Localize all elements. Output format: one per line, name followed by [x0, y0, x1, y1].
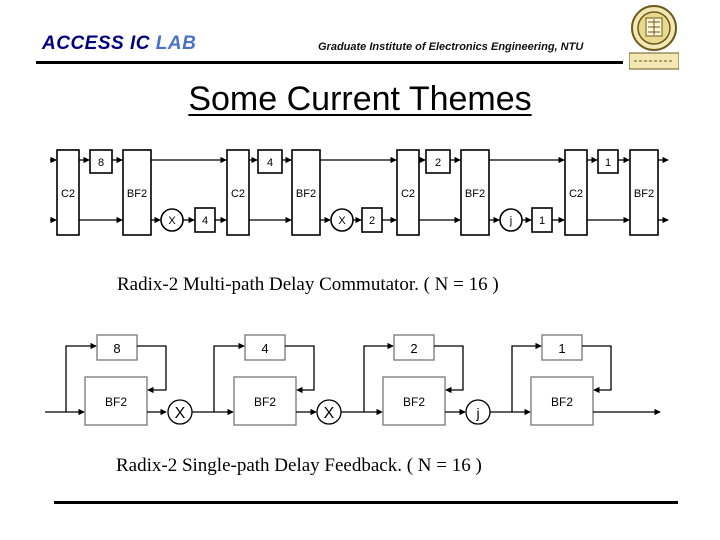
butterfly-label: BF2 — [402, 395, 426, 409]
mdc-caption: Radix-2 Multi-path Delay Commutator. ( N = 16 ) — [117, 274, 499, 295]
butterfly-label: BF2 — [126, 188, 148, 200]
delay-label: 4 — [201, 215, 209, 227]
delay-label: 1 — [538, 215, 546, 227]
butterfly-label: BF2 — [104, 395, 128, 409]
butterfly-label: BF2 — [464, 188, 486, 200]
butterfly-label: BF2 — [550, 395, 574, 409]
sdf-caption: Radix-2 Single-path Delay Feedback. ( N = 16 ) — [116, 455, 482, 476]
commutator-label: C2 — [230, 188, 246, 200]
twiddle-multiplier-label: X — [323, 405, 335, 422]
delay-label: 2 — [410, 341, 418, 356]
delay-label: 4 — [266, 157, 274, 169]
twiddle-multiplier-label: j — [476, 405, 480, 421]
institute-name: Graduate Institute of Electronics Engineering, NTU — [318, 41, 584, 53]
commutator-label: C2 — [60, 188, 76, 200]
delay-label: 2 — [368, 215, 376, 227]
twiddle-multiplier-label: X — [174, 405, 186, 422]
lab-title: ACCESS IC LAB — [42, 33, 197, 54]
delay-label: 1 — [558, 341, 566, 356]
twiddle-multiplier-label: j — [509, 215, 513, 227]
delay-label: 2 — [434, 157, 442, 169]
delay-label: 8 — [97, 157, 105, 169]
delay-label: 1 — [604, 157, 612, 169]
commutator-label: C2 — [568, 188, 584, 200]
butterfly-label: BF2 — [633, 188, 655, 200]
twiddle-multiplier-label: X — [338, 215, 346, 227]
twiddle-multiplier-label: X — [168, 215, 176, 227]
delay-label: 4 — [261, 341, 269, 356]
butterfly-label: BF2 — [253, 395, 277, 409]
butterfly-label: BF2 — [295, 188, 317, 200]
commutator-label: C2 — [400, 188, 416, 200]
slide-title: Some Current Themes — [188, 80, 532, 118]
footer-rule — [54, 501, 678, 504]
delay-label: 8 — [113, 341, 121, 356]
